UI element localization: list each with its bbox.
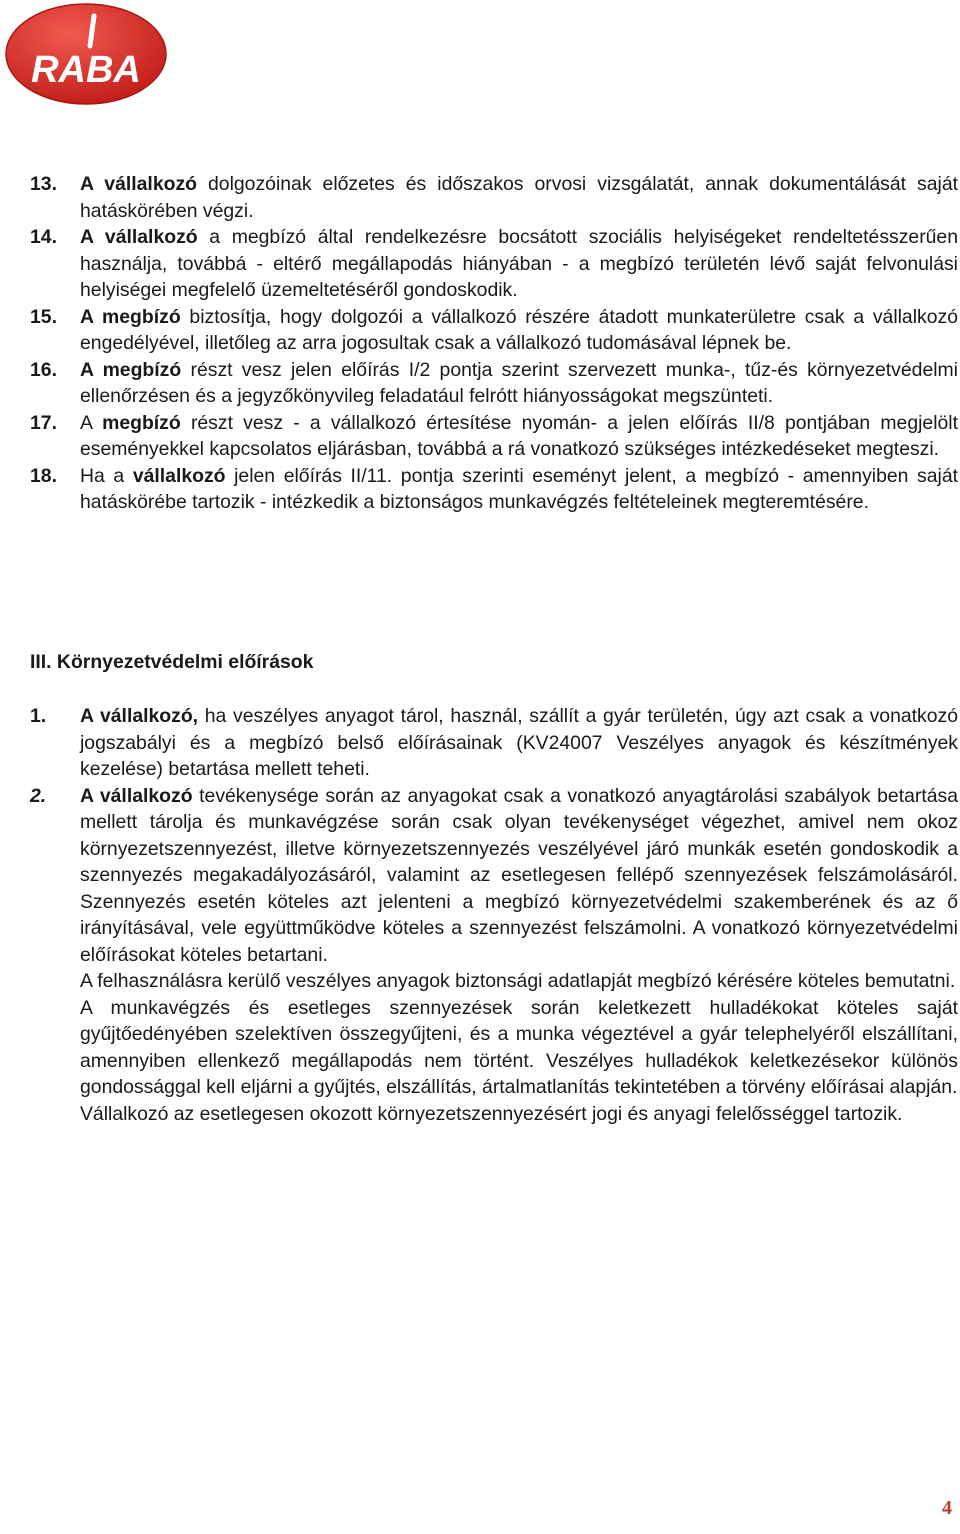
item-paragraph: [80, 968, 958, 995]
bold-text: A vállalkozó: [80, 784, 193, 807]
bold-text: vállalkozó: [132, 464, 226, 487]
text-run: ha veszélyes anyagot tárol, használ, szállít a gyár területén, úgy azt csak a vonatkozó jogszabályi és a megbízó belső előírásainak (KV24007 Veszélyes anyagok és készítmények kezelése) betartása mellett teheti.: [80, 705, 958, 780]
list-item: [30, 410, 958, 463]
text-run: A munkavégzés és esetleges szennyezések során keletkezett hulladékokat köteles saját gyűjtőedényében szelektíven összegyűjteni, és a munka végeztével a gyár telephelyéről elszállítani, amennyiben ellenkező megállapodás nem történt. Veszélyes hulladékok keletkezésekor különös gondossággal kell eljárni a gyűjtés, elszállítás, ártalmatlanítás tekintetében a törvény előírásai alapján.: [80, 996, 958, 1098]
item-number: 16.: [30, 358, 57, 381]
page-number: 4: [942, 1497, 952, 1519]
list-item: [30, 357, 958, 410]
item-number: 1.: [30, 705, 47, 727]
list-item: [30, 304, 958, 357]
bold-text: A megbízó: [80, 358, 182, 381]
text-run: jelen előírás II/11. pontja szerinti eseményt jelent, a megbízó - amennyiben saját hatáskörébe tartozik - intézkedik a biztonságos munkavégzés feltételeinek megteremtésére.: [80, 464, 958, 513]
item-text: [80, 171, 958, 224]
item-paragraph: [80, 995, 958, 1101]
text-run: A: [80, 411, 103, 434]
list-item: [30, 171, 958, 224]
item-paragraph: [80, 703, 958, 783]
numbered-list-obligations: [30, 171, 958, 516]
text-run: Vállalkozó az esetlegesen okozott környezetszennyezésért jogi és anyagi felelősséggel tartozik.: [80, 1102, 903, 1125]
item-text: [80, 304, 958, 357]
text-run: a megbízó által rendelkezésre bocsátott szociális helyiségeket rendeltetésszerűen használja, továbbá - eltérő megállapodás hiányában - a megbízó területén lévő saját felvonulási helyiségei megfelelő üzemeltetéséről gondoskodik.: [80, 226, 958, 301]
text-run: részt vesz jelen előírás I/2 pontja szerint szervezett munka-, tűz-és környezetvédelmi ellenőrzésen és a jegyzőkönyvileg feladatául felrótt hiányosságokat megszünteti.: [80, 358, 958, 407]
text-run: A felhasználásra kerülő veszélyes anyagok biztonsági adatlapját megbízó kérésére köteles bemutatni.: [80, 970, 956, 992]
list-item: [30, 783, 958, 1128]
item-number: 2.: [30, 784, 47, 807]
list-item: [30, 703, 958, 783]
bold-text: A vállalkozó: [80, 226, 198, 248]
text-run: Ha a: [80, 464, 133, 487]
bold-text: A vállalkozó: [80, 173, 197, 195]
list-item: [30, 224, 958, 304]
svg-text:RABA: RABA: [31, 49, 141, 91]
text-run: tevékenysége során az anyagokat csak a vonatkozó anyagtárolási szabályok betartása mellett tárolja és munkavégzése során csak olyan tevékenységet végezhet, amivel nem okoz környezetszennyezést, illetve környezetszennyezés veszélyével járó munkák esetén gondoskodik a szennyezés megakadályozásáról, valamint az esetlegesen fellépő szennyezések felszámolásáról. Szennyezés esetén köteles azt jelenteni a megbízó környezetvédelmi szakemberének és az ő irányításával, vele együttműködve köteles a szennyezést felszámolni. A vonatkozó környezetvédelmi előírásokat köteles betartani.: [80, 784, 958, 966]
section-heading: III. Környezetvédelmi előírások: [30, 651, 314, 673]
text-run: dolgozóinak előzetes és időszakos orvosi vizsgálatát, annak dokumentálását saját hatáskörében végzi.: [80, 173, 959, 222]
item-text: [80, 224, 958, 304]
item-text: [80, 463, 958, 516]
item-text: [80, 357, 958, 410]
item-number: 13.: [30, 173, 57, 195]
item-number: 15.: [30, 305, 57, 328]
text-run: részt vesz - a vállalkozó értesítése nyomán- a jelen előírás II/8 pontjában megjelölt eseményekkel kapcsolatos eljárásban, továbbá a rá vonatkozó szükséges intézkedéseket megteszi.: [80, 411, 958, 460]
text-run: biztosítja, hogy dolgozói a vállalkozó részére átadott munkaterületre csak a vállalkozó engedélyével, illetőleg az arra jogosultak csak a vállalkozó tudomásával lépnek be.: [80, 305, 958, 354]
bold-text: megbízó: [102, 411, 181, 434]
list-item: [30, 463, 958, 516]
item-paragraph: [80, 1101, 958, 1128]
numbered-list-environment: [30, 703, 958, 1127]
bold-text: A vállalkozó,: [80, 705, 199, 727]
bold-text: A megbízó: [80, 305, 181, 328]
item-number: 18.: [30, 464, 57, 487]
raba-logo: [4, 2, 168, 106]
item-number: 14.: [30, 226, 57, 248]
item-text: [80, 410, 958, 463]
item-number: 17.: [30, 411, 57, 434]
item-paragraph: [80, 783, 958, 969]
